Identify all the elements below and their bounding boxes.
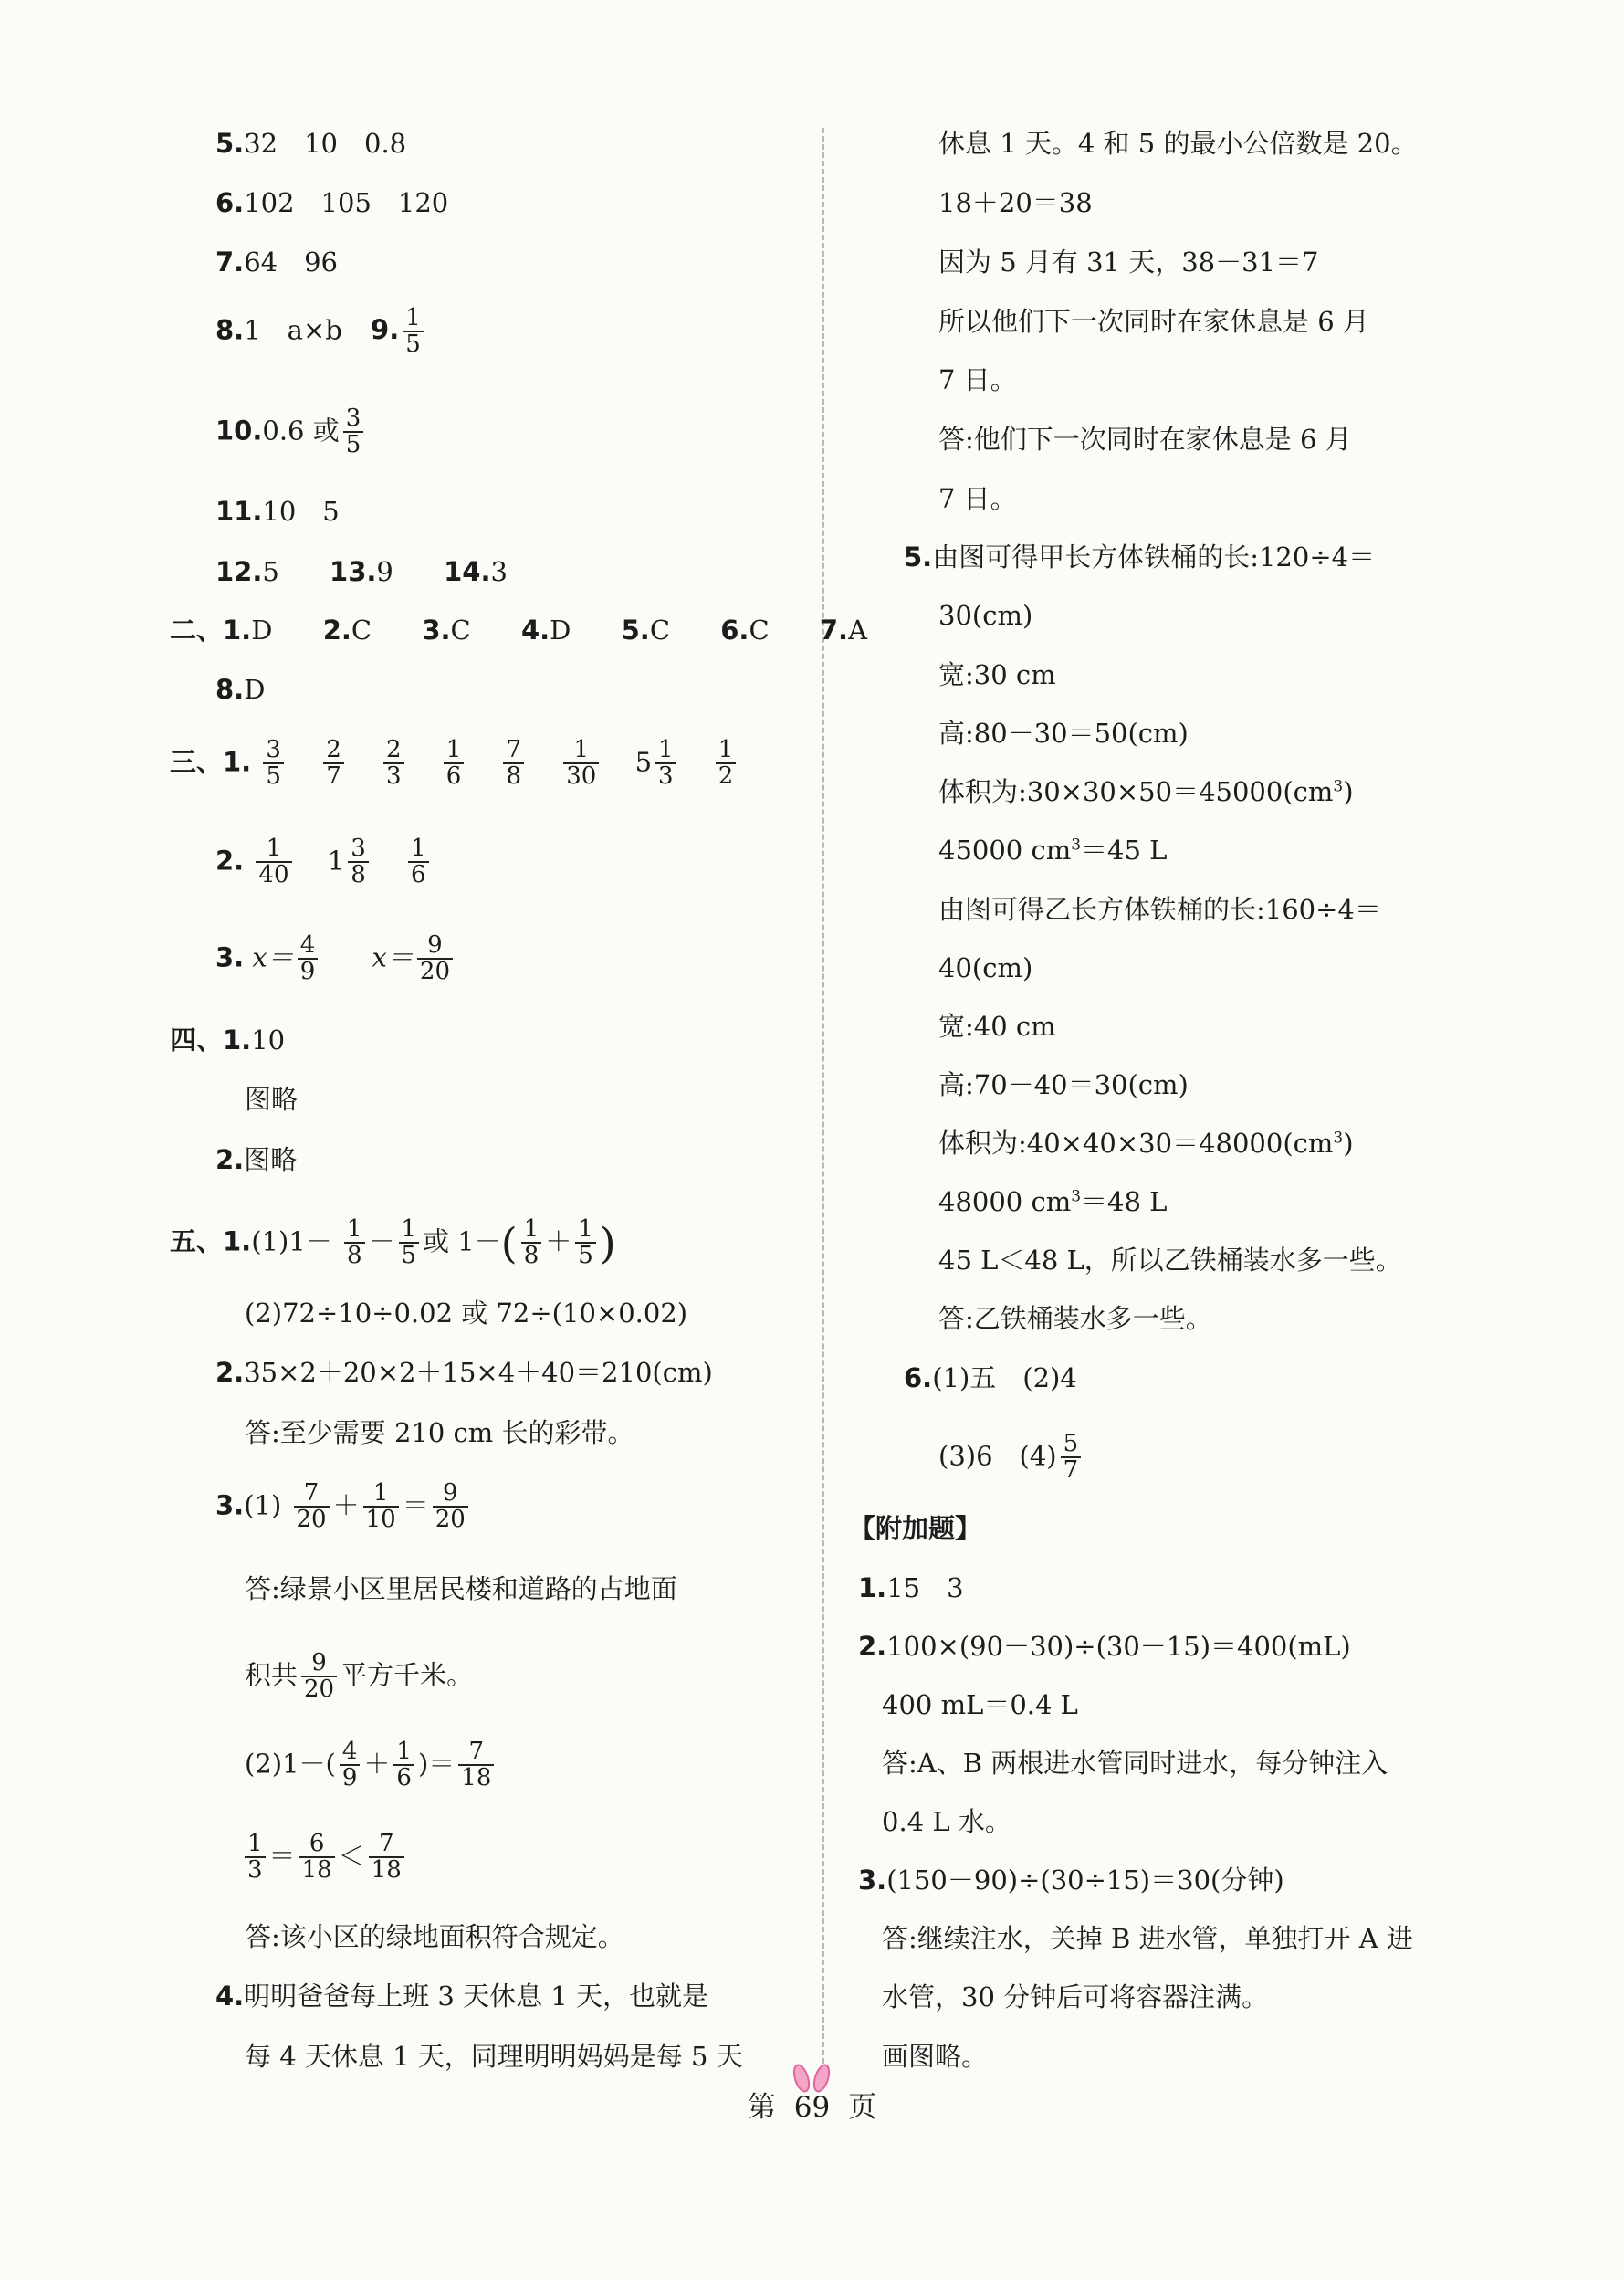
answer-line: 答:他们下一次同时在家休息是 6 月 [938, 424, 1352, 455]
answer-line: 图略 [245, 1084, 299, 1115]
page-number: 69 [791, 2091, 833, 2124]
answer-line: 40(cm) [938, 952, 1033, 983]
answer-line: 所以他们下一次同时在家休息是 6 月 [938, 306, 1369, 337]
fraction: $\frac{1}{30}$ [563, 738, 599, 790]
answer-line: 答:该小区的绿地面积符合规定。 [245, 1921, 624, 1952]
fraction: $\frac{1}{6}$ [408, 836, 429, 888]
fraction: $\frac{1}{5}$ [575, 1217, 596, 1269]
answer-line: 体积为$:30\times 30\times 50=45000(cm^3)$ [938, 776, 1354, 807]
answer-line: 48000 $cm^3=48$ L [938, 1186, 1168, 1217]
answer-line: 30(cm) [938, 600, 1033, 631]
answer-line: 体积为$:40\times 40\times 30=48000(cm^3)$ [938, 1128, 1354, 1159]
answer-line: 因为 5 月有 31 天，38－31＝7 [938, 247, 1319, 278]
answer-line: 5.由图可得甲长方体铁桶的长:120÷4＝ [904, 541, 1376, 573]
answer-line: 7.64 96 [215, 247, 339, 278]
fraction: $\frac{3}{5}$ [263, 738, 284, 790]
bonus-section-title: 【附加题】 [849, 1513, 982, 1544]
fraction: $\frac{7}{18}$ [458, 1739, 494, 1791]
answer-line: 7 日。 [938, 483, 1017, 514]
fraction: $\frac{3}{8}$ [348, 836, 369, 888]
fraction: $\frac{1}{5}$ [399, 1217, 420, 1269]
answer-line: 8.D [215, 674, 266, 705]
answer-line: 2. $\frac{1}{40}$ 1 $\frac{3}{8}$ $\frac{1}{6}$ [215, 836, 433, 888]
answer-line: 45000 $cm^3=45$ L [938, 835, 1168, 866]
answer-line: 积共 $\frac{9}{20}$ 平方千米。 [245, 1649, 474, 1704]
answer-line: 1.15 3 [858, 1572, 964, 1603]
fraction: $\frac{7}{18}$ [369, 1832, 404, 1884]
answer-line: 答:A、B 两根进水管同时进水，每分钟注入 [882, 1748, 1388, 1779]
answer-line: (2)1－( $\frac{4}{9}$ ＋ $\frac{1}{6}$ )＝ $\frac{7}{18}$ [245, 1739, 498, 1791]
fraction: $\frac{7}{8}$ [503, 738, 524, 790]
fraction: $\frac{2}{3}$ [383, 738, 404, 790]
answer-line: 画图略。 [882, 2041, 989, 2072]
fraction: $\frac{1}{40}$ [256, 836, 291, 888]
answer-line: 11.10 5 [215, 496, 340, 527]
answer-line: (2)72÷10÷0.02 或 72÷(10×0.02) [245, 1298, 688, 1329]
answer-line: 2.100×(90－30)÷(30－15)＝400(mL) [858, 1631, 1351, 1662]
fraction: $\frac{4}{9}$ [298, 933, 319, 985]
answer-line: 答:乙铁桶装水多一些。 [938, 1303, 1212, 1334]
answer-line: 0.4 L 水。 [882, 1806, 1011, 1837]
answer-line: 宽:30 cm [938, 659, 1056, 690]
fraction: $\frac{1}{8}$ [344, 1217, 365, 1269]
answer-line: 6.(1)五 (2)4 [904, 1362, 1077, 1393]
fraction: $\frac{1}{8}$ [521, 1217, 542, 1269]
answer-line: 五、1.(1)1－ $\frac{1}{8}$ － $\frac{1}{5}$ 或 1－( $\frac{1}{8}$ ＋ $\frac{1}{5}$ ) [170, 1215, 616, 1270]
answer-line: 由图可得乙长方体铁桶的长:160÷4＝ [938, 894, 1381, 925]
answer-line: 2.图略 [215, 1144, 298, 1175]
answer-line: 四、1.10 [170, 1024, 286, 1056]
answer-line: 3.(1) $\frac{7}{20}$ ＋ $\frac{1}{10}$ ＝ $\frac{9}{20}$ [215, 1481, 472, 1533]
page-label-suffix: 页 [848, 2091, 877, 2124]
fraction: $\frac{1}{3}$ [655, 738, 676, 790]
fraction: $\frac{1}{6}$ [444, 738, 465, 790]
column-divider [822, 128, 824, 2064]
fraction: $\frac{1}{2}$ [716, 738, 737, 790]
answer-line: (3)6 (4) $\frac{5}{7}$ [938, 1432, 1084, 1484]
answer-line: 400 mL＝0.4 L [882, 1689, 1078, 1720]
answer-line: 4.明明爸爸每上班 3 天休息 1 天，也就是 [215, 1981, 708, 2012]
answer-line: 5.32 10 0.8 [215, 128, 407, 159]
fraction: $\frac{5}{7}$ [1061, 1432, 1082, 1484]
page-footer [0, 2084, 1624, 2125]
answer-line: 8.1 a×b 9. $\frac{1}{5}$ [215, 306, 427, 358]
fraction: $\frac{1}{3}$ [245, 1832, 266, 1884]
answer-line: 高:70－40＝30(cm) [938, 1069, 1189, 1100]
fraction: $\frac{1}{6}$ [393, 1739, 414, 1791]
answer-line: 答:绿景小区里居民楼和道路的占地面 [245, 1573, 677, 1604]
answer-line: 三、1. $\frac{3}{5}$ $\frac{2}{7}$ $\frac{2}{3}$ $\frac{1}{6}$ $\frac{7}{8}$ $\frac{1}{30}$ 5 $\frac{1}{3}$ $\frac{1}{2}$ [170, 738, 739, 790]
fraction: $\frac{1}{10}$ [363, 1481, 399, 1533]
fraction: $\frac{9}{20}$ [301, 1651, 337, 1703]
answer-line: 二、1.D 2.C 3.C 4.D 5.C 6.C 7.A [170, 615, 868, 646]
fraction: $\frac{6}{18}$ [299, 1832, 335, 1884]
answer-line: 18＋20＝38 [938, 187, 1093, 218]
fraction: $\frac{9}{20}$ [417, 933, 453, 985]
answer-line: 7 日。 [938, 364, 1017, 395]
fraction: $\frac{9}{20}$ [433, 1481, 468, 1533]
answer-line: 宽:40 cm [938, 1011, 1056, 1042]
fraction: $\frac{2}{7}$ [323, 738, 344, 790]
answer-line: $\frac{1}{3}$ ＝ $\frac{6}{18}$ ＜ $\frac{7}{18}$ [241, 1832, 408, 1884]
answer-line: 答:继续注水，关掉 B 进水管，单独打开 A 进 [882, 1923, 1413, 1954]
answer-line: 12.5 13.9 14.3 [215, 556, 508, 587]
answer-line: 高:80－30＝50(cm) [938, 718, 1189, 749]
answer-line: 3.(150－90)÷(30÷15)＝30(分钟) [858, 1865, 1284, 1896]
answer-line: 每 4 天休息 1 天，同理明明妈妈是每 5 天 [245, 2041, 743, 2072]
answer-line: 休息 1 天。4 和 5 的最小公倍数是 20。 [938, 128, 1418, 159]
answer-line: 水管，30 分钟后可将容器注满。 [882, 1981, 1269, 2012]
answer-line: 6.102 105 120 [215, 187, 449, 218]
fraction: $\frac{4}{9}$ [340, 1739, 361, 1791]
answer-line: 10.0.6 或 $\frac{3}{5}$ [215, 406, 367, 458]
answer-line: 2.35×2＋20×2＋15×4＋40＝210(cm) [215, 1357, 713, 1388]
fraction: $\frac{3}{5}$ [343, 406, 364, 458]
page-label-prefix: 第 [747, 2091, 776, 2124]
fraction: $\frac{7}{20}$ [294, 1481, 330, 1533]
bunny-ears-icon [786, 2064, 837, 2095]
fraction: $\frac{1}{5}$ [403, 306, 424, 358]
answer-line: 答:至少需要 210 cm 长的彩带。 [245, 1417, 634, 1448]
answer-line: 45 L＜48 L，所以乙铁桶装水多一些。 [938, 1245, 1402, 1276]
answer-line: 3. x＝ $\frac{4}{9}$ x＝ $\frac{9}{20}$ [215, 933, 456, 985]
